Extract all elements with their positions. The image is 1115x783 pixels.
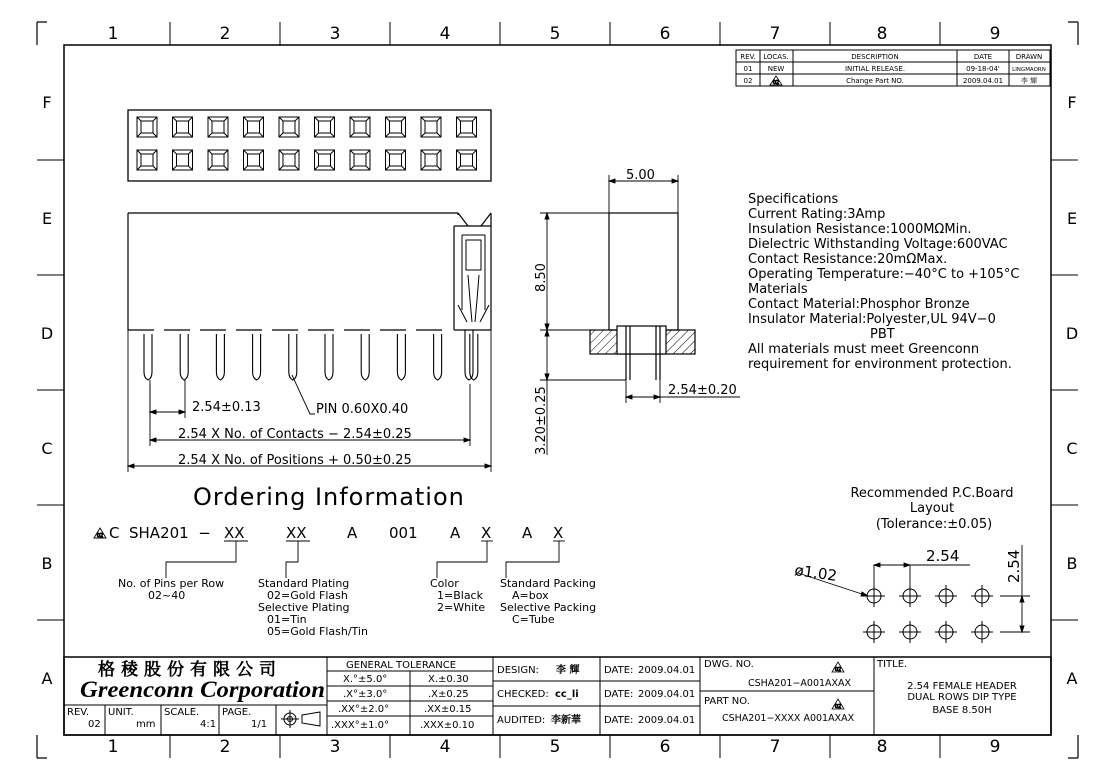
pcb-pitch-vertical: 2.54 [1005,549,1023,583]
top-view-pin-grid [128,110,491,181]
border-row-labels [41,93,1078,688]
unit-value: mm [136,719,156,730]
drawing-title-line-2: DUAL ROWS DIP TYPE [907,692,1017,703]
rev-header-description: DESCRIPTION [851,53,899,61]
column-label-top-9: 9 [989,24,1001,44]
title-label: TITLE. [877,659,908,670]
row-label-left-C: C [41,439,53,458]
front-pin [216,334,224,380]
tolerance-linear-1: X.±0.30 [428,674,469,685]
order-code-prefix: C SHA201 − [109,524,211,542]
drawing-title-line-3: BASE 8.50H [932,705,992,716]
note-packing-4: C=Tube [512,613,555,626]
pcb-title-2: Layout [909,501,955,516]
pcb-hole-icon [935,585,957,607]
note-plating-2: 02=Gold Flash [267,589,348,602]
pitch-front-dimension: 2.54±0.13 [192,400,261,415]
border-column-labels [107,24,1004,757]
pin-pocket-icon [279,117,299,137]
rev-value: 02 [88,719,101,730]
positions-dimension: 2.54 X No. of Positions + 0.50±0.25 [178,453,412,468]
note-color-1: Color [430,577,459,590]
note-packing-3: Selective Packing [500,601,597,614]
pcb-hole-icon [899,621,921,643]
dwg-no-label: DWG. NO. [704,659,754,670]
ordering-title: Ordering Information [193,483,465,511]
spec-line-12: requirement for environment protection. [748,357,1012,372]
note-plating-3: Selective Plating [258,601,350,614]
column-label-top-2: 2 [219,24,231,44]
rev-header-date: DATE [973,53,993,61]
revision-triangle-icon [94,528,106,539]
svg-text:02: 02 [772,80,780,86]
order-code-a1: A [347,524,358,542]
note-pins-1: No. of Pins per Row [118,577,225,590]
pin-pocket-icon [173,117,193,137]
scale-value: 4:1 [200,719,217,730]
rev-label: REV. [67,707,89,718]
pin-pocket-icon [208,117,228,137]
svg-text:02: 02 [96,533,104,539]
revision-triangle-icon [832,662,844,673]
front-pin [180,334,188,380]
audited-label: AUDITED: [497,715,546,726]
pcb-hole-icon [935,621,957,643]
part-no-label: PART NO. [704,696,750,707]
checked-name: cc_li [555,689,579,700]
rev-row2-date: 2009.04.01 [962,77,1004,85]
pin-pocket-icon [457,117,477,137]
company-chinese-name: 格稜股份有限公司 [98,660,282,680]
pcb-pitch-horizontal: 2.54 [926,547,960,565]
tolerance-angle-2: .X°±3.0° [343,689,388,700]
revision-triangle-icon [770,76,782,86]
note-color-2: 1=Black [437,589,483,602]
general-tolerance-title: GENERAL TOLERANCE [346,660,457,671]
spec-line-6: Operating Temperature:−40°C to +105°C [748,267,1020,282]
front-view-dimensions [128,330,491,472]
pcb-title-1: Recommended P.C.Board [850,486,1014,501]
column-label-top-4: 4 [439,24,451,44]
front-pin [253,334,261,380]
pin-pocket-icon [421,117,441,137]
row-label-left-E: E [41,209,53,228]
pin-pocket-icon [244,117,264,137]
revision-table [736,50,1050,86]
pin-pocket-icon [279,150,299,170]
rev-row2-description: Change Part NO. [846,77,904,85]
pcb-layout [793,486,1030,643]
front-pin [361,334,369,380]
rev-row2-rev: 02 [743,77,753,85]
audited-date-label: DATE: [604,715,634,726]
title-block [64,657,1051,735]
order-code-color: X [481,524,492,542]
pin-pocket-icon [350,117,370,137]
tolerance-linear-3: .XX±0.15 [424,704,472,715]
svg-text:02: 02 [834,667,842,673]
pin-pocket-icon [315,150,335,170]
spec-line-7: Materials [748,282,808,297]
order-code-plating: XX [286,524,307,542]
column-label-bottom-6: 6 [659,737,671,757]
pcb-hole-icon [971,621,993,643]
row-label-left-F: F [42,93,52,112]
pcb-hole-icon [971,585,993,607]
column-label-bottom-8: 8 [876,737,888,757]
column-label-top-5: 5 [549,24,561,44]
audited-name: 李新華 [551,715,581,726]
note-plating-1: Standard Plating [258,577,350,590]
pin-pocket-icon [315,117,335,137]
order-code-a3: A [522,524,533,542]
rev-header-rev: REV. [740,53,756,61]
spec-line-2: Current Rating:3Amp [748,207,886,222]
spec-line-1: Specifications [748,192,839,207]
order-code-a2: A [450,524,461,542]
page-value: 1/1 [251,719,268,730]
column-label-top-8: 8 [876,24,888,44]
front-pin [144,334,152,380]
front-pin [397,334,405,380]
company-english-name: Greenconn Corporation [80,677,325,702]
design-date-label: DATE: [604,665,634,676]
column-label-bottom-2: 2 [219,737,231,757]
note-pins-2: 02~40 [148,589,186,602]
tolerance-angle-1: X.°±5.0° [343,674,388,685]
side-view-dimensions [540,175,740,455]
row-label-right-E: E [1066,209,1078,228]
pin-pocket-icon [457,150,477,170]
side-view [590,213,695,380]
rev-row2-drawn: 李 輝 [1020,77,1038,85]
rev-row1-drawn: LINGMAORN [1012,67,1046,73]
column-label-top-7: 7 [769,24,781,44]
pin-pocket-icon [137,117,157,137]
pcb-hole-icon [863,621,885,643]
front-pin [434,334,442,380]
spec-line-8: Contact Material:Phosphor Bronze [748,297,970,312]
pin-pocket-icon [386,117,406,137]
column-label-bottom-5: 5 [549,737,561,757]
scale-label: SCALE. [164,707,200,718]
column-label-bottom-3: 3 [329,737,341,757]
page-label: PAGE. [222,707,252,718]
width-dimension: 5.00 [626,168,655,183]
checked-date-value: 2009.04.01 [638,689,696,700]
front-pin [465,330,473,380]
row-label-right-A: A [1066,669,1078,688]
pin-size-callout: PIN 0.60X0.40 [316,402,409,417]
tolerance-linear-4: .XXX±0.10 [420,720,475,731]
rev-header-locas: LOCAS. [763,53,789,61]
row-label-right-C: C [1066,439,1078,458]
front-view [128,213,491,380]
rev-header-drawn: DRAWN [1015,53,1043,61]
pcb-title-3: (Tolerance:±0.05) [875,517,993,532]
pitch-side-dimension: 2.54±0.20 [668,383,737,398]
note-packing-2: A=box [512,589,549,602]
spec-line-4: Dielectric Withstanding Voltage:600VAC [748,237,1008,252]
rev-row1-date: 09-18-04' [966,65,1000,73]
tail-dimension: 3.20±0.25 [534,386,549,455]
front-pin [289,334,297,380]
order-code-pins: XX [224,524,245,542]
tolerance-linear-2: .X±0.25 [428,689,469,700]
column-label-top-3: 3 [329,24,341,44]
note-plating-5: 05=Gold Flash/Tin [267,625,368,638]
revision-triangle-icon [832,699,844,710]
column-label-top-1: 1 [107,24,119,44]
row-label-right-D: D [1065,324,1079,343]
note-packing-1: Standard Packing [500,577,596,590]
design-name: 李 輝 [556,665,580,676]
pin-pocket-icon [350,150,370,170]
column-label-bottom-4: 4 [439,737,451,757]
pin-pocket-icon [421,150,441,170]
pin-pocket-icon [244,150,264,170]
rev-row1-locas: NEW [767,65,785,73]
pin-pocket-icon [173,150,193,170]
order-code-packing: X [553,524,564,542]
note-plating-4: 01=Tin [267,613,307,626]
checked-label: CHECKED: [497,689,549,700]
audited-date-value: 2009.04.01 [638,715,696,726]
ordering-information [94,483,596,638]
row-label-right-F: F [1067,93,1077,112]
drawing-title-line-1: 2.54 FEMALE HEADER [907,681,1017,692]
checked-date-label: DATE: [604,689,634,700]
spec-line-3: Insulation Resistance:1000MΩMin. [748,222,972,237]
svg-text:02: 02 [834,704,842,710]
drawing-border [37,22,1078,758]
rev-row1-description: INITIAL RELEASE. [844,65,906,73]
contacts-dimension: 2.54 X No. of Contacts − 2.54±0.25 [178,427,412,442]
height-dimension: 8.50 [534,263,549,292]
row-label-left-B: B [41,554,53,573]
pcb-hole-diameter: ø1.02 [793,561,839,585]
design-date-value: 2009.04.01 [638,665,696,676]
spec-line-5: Contact Resistance:20mΩMax. [748,252,948,267]
row-label-left-D: D [40,324,54,343]
tolerance-angle-4: .XXX°±1.0° [331,720,390,731]
dwg-no-value: CSHA201−A001AXAX [748,678,852,689]
spec-line-10: PBT [870,327,895,342]
spec-line-11: All materials must meet Greenconn [748,342,980,357]
tolerance-angle-3: .XX°±2.0° [338,704,390,715]
front-pin [470,334,478,380]
unit-label: UNIT. [108,707,134,718]
spec-line-9: Insulator Material:Polyester,UL 94V−0 [748,312,996,327]
pin-pocket-icon [386,150,406,170]
specifications-block [748,192,1019,372]
design-label: DESIGN: [497,665,539,676]
row-label-right-B: B [1066,554,1078,573]
note-color-3: 2=White [437,601,486,614]
order-code-001: 001 [389,524,418,542]
column-label-bottom-1: 1 [107,737,119,757]
rev-row1-rev: 01 [743,65,753,73]
pin-pocket-icon [137,150,157,170]
front-pin [325,334,333,380]
column-label-top-6: 6 [659,24,671,44]
row-label-left-A: A [41,669,53,688]
pin-pocket-icon [208,150,228,170]
column-label-bottom-7: 7 [769,737,781,757]
column-label-bottom-9: 9 [989,737,1001,757]
part-no-value: CSHA201−XXXX A001AXAX [722,713,855,724]
